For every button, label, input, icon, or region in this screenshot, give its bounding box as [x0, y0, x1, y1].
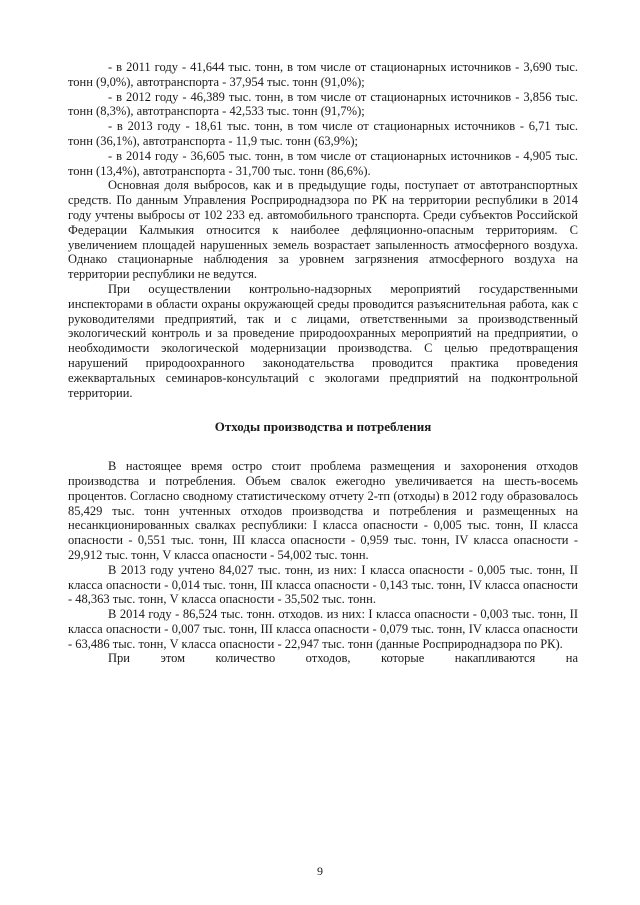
- paragraph-waste-2013: В 2013 году учтено 84,027 тыс. тонн, из них: I класса опасности - 0,005 тыс. тонн, II класса опасности - 0,014 тыс. тонн, III класса опасности - 0,143 тыс. тонн, IV класса опасности - 48,363 тыс. тонн, V класса опасности - 35,502 тыс. тонн.: [68, 562, 578, 607]
- emissions-2012: - в 2012 году - 46,389 тыс. тонн, в том числе от стационарных источников - 3,856 тыс. тонн (8,3%), автотранспорта - 42,533 тыс. тонн (91,7%);: [68, 89, 578, 119]
- paragraph-waste-2014: В 2014 году - 86,524 тыс. тонн. отходов. из них: I класса опасности - 0,003 тыс. тонн, II класса опасности - 0,007 тыс. тонн, III класса опасности - 0,079 тыс. тонн, IV класса опасности - 63,486 тыс. тонн, V класса опасности - 22,947 тыс. тонн (данные Росприроднадзора по РК).: [68, 607, 578, 651]
- section-heading: Отходы производства и потребления: [214, 419, 432, 435]
- body-text: [68, 60, 578, 666]
- emissions-2011: - в 2011 году - 41,644 тыс. тонн, в том числе от стационарных источников - 3,690 тыс. тонн (9,0%), автотранспорта - 37,954 тыс. тонн (91,0%);: [68, 60, 578, 89]
- emissions-2014: - в 2014 году - 36,605 тыс. тонн, в том числе от стационарных источников - 4,905 тыс. тонн (13,4%), автотранспорта - 31,700 тыс. тонн (86,6%).: [68, 148, 578, 178]
- paragraph-waste-2012: В настоящее время остро стоит проблема размещения и захоронения отходов производства и потребления. Объем свалок ежегодно увеличивается на шесть-восемь процентов. Согласно сводному статистическому отчету 2-тп (отходы) в 2012 году образовалось 85,429 тыс. тонн учтенных отходов производства и потребления и размещенных на несанкционированных свалках республики: I класса опасности - 0,005 тыс. тонн, II класса опасности - 0,551 тыс. тонн, III класса опасности - 0,959 тыс. тонн, IV класса опасности - 29,912 тыс. тонн, V класса опасности - 54,002 тыс. тонн.: [68, 459, 578, 562]
- emissions-2013: - в 2013 году - 18,61 тыс. тонн, в том числе от стационарных источников - 6,71 тыс. тонн (36,1%), автотранспорта - 11,9 тыс. тонн (63,9%);: [68, 119, 578, 148]
- paragraph-continuation: При этом количество отходов, которые накапливаются на: [108, 651, 578, 666]
- paragraph-inspections: При осуществлении контрольно-надзорных мероприятий государственными инспекторами в области охраны окружающей среды проводится разъяснительная работа, как с руководителями предприятий, так и с лицами, ответственными за производственный экологический контроль и за проведение природоохранных мероприятий на предприятии, о необходимости экологической модернизации производства. С целью предотвращения нарушений природоохранного законодательства проводится практика проведения ежеквартальных семинаров-консультаций с экологами предприятий на подконтрольной территории.: [68, 281, 578, 400]
- paragraph-emissions-sources: Основная доля выбросов, как и в предыдущие годы, поступает от автотранспортных средств. По данным Управления Росприроднадзора по РК на территории республики в 2014 году учтены выбросы от 102 233 ед. автомобильного транспорта. Среди субъектов Российской Федерации Калмыкия относится к наиболее дефляционно-опасным территориям. С увеличением площадей нарушенных земель возрастает запыленность атмосферного воздуха. Однако стационарные наблюдения за уровнем загрязнения атмосферного воздуха на территории республики не ведутся.: [68, 178, 578, 282]
- page-number: 9: [317, 864, 323, 878]
